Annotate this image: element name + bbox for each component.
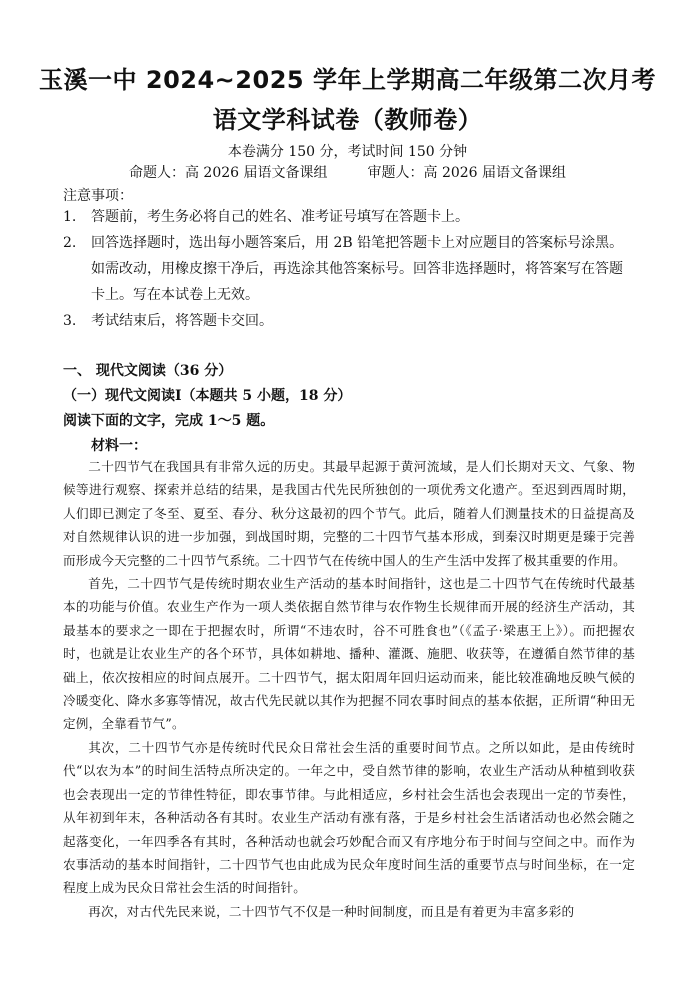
exam-subtitle: 语文学科试卷（教师卷）: [212, 106, 483, 134]
notice-item: [63, 230, 633, 308]
article-body: [63, 455, 635, 923]
notice-heading: 注意事项：: [63, 188, 133, 204]
notice-item: [63, 204, 633, 230]
exam-title: 玉溪一中 2024~2025 学年上学期高二年级第二次月考: [39, 66, 656, 94]
notice-item-number: 3.: [63, 313, 77, 329]
notice-item-number: 2.: [63, 235, 77, 251]
setter-text: 命题人：高 2026 届语文备课组: [128, 165, 328, 181]
notice-item-text: 答题前，考生务必将自己的姓名、准考证号填写在答题卡上。: [91, 209, 469, 225]
material-label: 材料一：: [91, 438, 147, 454]
authors-line: [0, 162, 695, 182]
score-time-line: 本卷满分 150 分，考试时间 150 分钟: [227, 144, 468, 160]
notice-item-number: 1.: [63, 209, 77, 225]
notice-item-text: 回答选择题时，选出每小题答案后，用 2B 铅笔把答题卡上对应题目的答案标号涂黑。如需改动，用橡皮擦干净后，再选涂其他答案标号。回答非选择题时，将答案写在答题卡上。写在本试卷上无效。: [91, 235, 624, 303]
notice-item-text: 考试结束后，将答题卡交回。: [91, 313, 273, 329]
article-paragraph: 二十四节气在我国具有非常久远的历史。其最早起源于黄河流域，是人们长期对天文、气象、物候等进行观察、探索并总结的结果，是我国古代先民所独创的一项优秀文化遗产。至迟到西周时期，人们即已测定了冬至、夏至、春分、秋分这最初的四个节气。此后，随着人们测量技术的日益提高及对自然规律认识的进一步加强，到战国时期，完整的二十四节气基本形成，到秦汉时期更是臻于完善而形成今天完整的二十四节气系统。二十四节气在传统中国人的生产生活中发挥了极其重要的作用。: [63, 459, 635, 568]
notice-item: [63, 308, 633, 334]
article-paragraph: 再次，对古代先民来说，二十四节气不仅是一种时间制度，而且是有着更为丰富多彩的: [88, 903, 575, 919]
section-heading: 一、 现代文阅读（36 分）: [63, 363, 233, 379]
reading-instruction: 阅读下面的文字，完成 1～5 题。: [63, 413, 275, 429]
article-paragraph: 首先，二十四节气是传统时期农业生产活动的基本时间指针，这也是二十四节气在传统时代最基本的功能与价值。农业生产作为一项人类依据自然节律与农作物生长规律而开展的经济生产活动，其最基本的要求之一即在于把握农时，所谓“不违农时，谷不可胜食也”（《孟子·梁惠王上》）。而把握农时，也就是让农业生产的各个环节，具体如耕地、播种、灌溉、施肥、收获等，在遵循自然节律的基础上，依次按相应的时间点展开。二十四节气，据太阳周年回归运动而来，能比较准确地反映气候的冷暖变化、降水多寡等情况，故古代先民就以其作为把握不同农事时间点的基本依据，正所谓“种田无定例，全靠看节气”。: [63, 576, 635, 732]
subsection-heading: （一）现代文阅读Ⅰ（本题共 5 小题，18 分）: [63, 388, 352, 404]
reviewer-text: 审题人：高 2026 届语文备课组: [367, 165, 567, 181]
article-paragraph: 其次，二十四节气亦是传统时代民众日常社会生活的重要时间节点。之所以如此，是由传统时代“以农为本”的时间生活特点所决定的。一年之中，受自然节律的影响，农业生产活动从种植到收获也会表现出一定的节律性特征，即农事节律。与此相适应，乡村社会生活也会表现出一定的节奏性，从年初到年末，各种活动各有其时。农业生产活动有涨有落，于是乡村社会生活诸活动也必然会随之起落变化，一年四季各有其时，各种活动也就会巧妙配合而又有序地分布于时间与空间之中。而作为农事活动的基本时间指针，二十四节气也由此成为民众年度时间生活的重要节点与时间坐标，在一定程度上成为民众日常社会生活的时间指针。: [63, 739, 635, 896]
